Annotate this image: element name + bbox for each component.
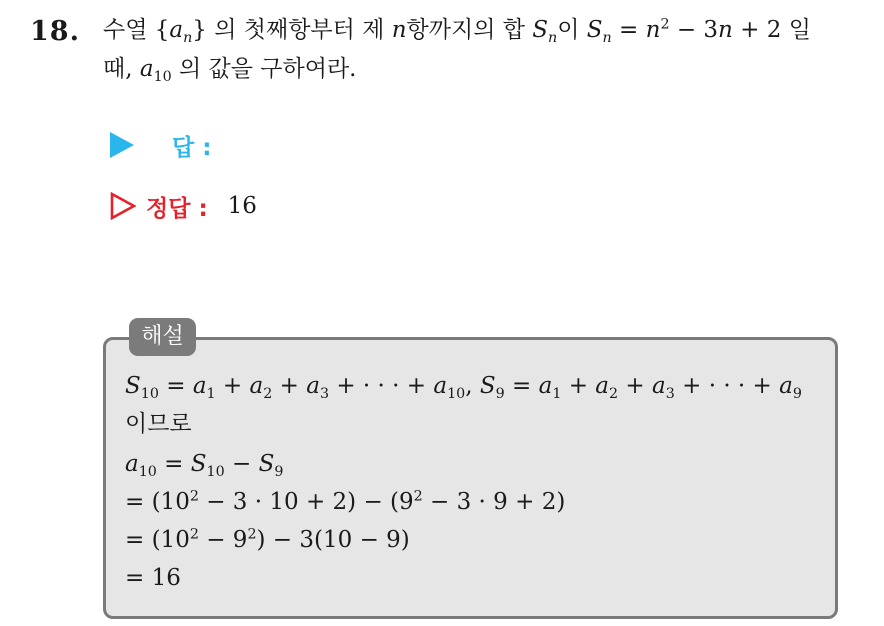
problem-number: 18.	[30, 16, 80, 47]
n-var: n	[391, 17, 407, 43]
math-var: a	[433, 373, 448, 399]
math-op: + · · · +	[674, 373, 780, 399]
math-sub: 1	[552, 385, 562, 402]
math-sub: 10	[206, 463, 225, 480]
math-expr: − 3 · 9 + 2)	[422, 489, 566, 515]
math-sub: 10	[140, 385, 159, 402]
math-sub: 10	[138, 463, 157, 480]
problem-text: 의 첫째항부터 제	[214, 17, 385, 43]
eq-mid: =	[611, 17, 646, 43]
math-op: +	[618, 373, 652, 399]
problem-text: 항까지의 합	[406, 17, 525, 43]
math-var: a	[192, 373, 207, 399]
seq-close-brace: }	[192, 17, 207, 43]
eq-sq: 2	[660, 16, 670, 33]
math-op: =	[158, 373, 193, 399]
math-var: S	[190, 451, 207, 477]
problem-text: 의 값을 구하여라.	[179, 56, 357, 82]
a10-var: a	[139, 56, 154, 82]
math-op: +	[272, 373, 307, 399]
seq-open-brace: {	[154, 17, 170, 43]
math-var: a	[306, 373, 320, 399]
math-sub: 9	[274, 463, 284, 480]
math-var: S	[258, 451, 275, 477]
math-expr: − 3 · 10 + 2) − (9	[198, 489, 414, 515]
math-sup: 2	[247, 526, 257, 543]
answer-label: 답 :	[172, 134, 212, 161]
solution-line-3	[125, 450, 283, 478]
play-icon	[110, 132, 134, 158]
solution-line-5	[125, 526, 410, 554]
math-sub: 9	[495, 385, 505, 402]
math-sup: 2	[189, 488, 199, 505]
solution-line-4	[125, 488, 565, 516]
math-sub: 2	[609, 385, 619, 402]
math-op: + · · · +	[329, 373, 434, 399]
problem-text-line-1	[103, 16, 811, 44]
math-var: S	[479, 373, 496, 399]
math-op: ,	[465, 373, 480, 399]
math-var: a	[249, 373, 264, 399]
eq-n: n	[645, 17, 661, 43]
math-op: =	[504, 373, 539, 399]
seq-sub: n	[183, 29, 193, 46]
math-sub: 10	[447, 385, 466, 402]
solution-tag: 해설	[129, 318, 196, 356]
math-var: a	[125, 451, 139, 477]
math-expr: ) − 3(10 − 9)	[256, 527, 410, 553]
problem-text-line-2	[103, 55, 356, 83]
triangle-outline-icon	[110, 192, 136, 220]
math-expr: − 9	[198, 527, 248, 553]
math-sup: 2	[413, 488, 423, 505]
math-var: a	[538, 373, 553, 399]
math-sub: 2	[263, 385, 273, 402]
eq-end: + 2	[732, 17, 782, 43]
math-var: a	[652, 373, 666, 399]
solution-line-1	[125, 372, 802, 400]
math-sub: 3	[665, 385, 675, 402]
math-var: a	[595, 373, 610, 399]
eq-tail: − 3	[669, 17, 719, 43]
math-var: a	[779, 373, 793, 399]
a10-sub: 10	[153, 68, 172, 85]
correct-answer-row	[110, 189, 257, 223]
math-op: −	[224, 451, 259, 477]
math-op: +	[215, 373, 250, 399]
problem-text: 이	[557, 17, 580, 43]
math-expr: = (10	[125, 527, 190, 553]
math-sub: 1	[206, 385, 216, 402]
math-sub: 9	[792, 385, 802, 402]
eq-lhs-var: S	[586, 17, 603, 43]
sum-var: S	[532, 17, 549, 43]
math-sup: 2	[189, 526, 199, 543]
seq-var: a	[169, 17, 184, 43]
math-var: S	[125, 373, 141, 399]
eq-lhs-sub: n	[602, 29, 612, 46]
problem-text: 수열	[103, 17, 148, 43]
solution-line-2: 이므로	[125, 411, 192, 437]
problem-text: 때,	[103, 56, 133, 82]
math-sub: 3	[319, 385, 330, 402]
correct-answer-label: 정답 :	[146, 195, 208, 222]
correct-answer-value: 16	[227, 193, 257, 219]
answer-row	[110, 128, 211, 162]
sum-sub: n	[548, 29, 558, 46]
math-op: +	[561, 373, 596, 399]
math-expr: = (10	[125, 489, 190, 515]
math-op: =	[156, 451, 191, 477]
problem-text: 일	[788, 17, 811, 43]
eq-n2: n	[718, 17, 733, 43]
solution-line-6: = 16	[125, 565, 181, 591]
